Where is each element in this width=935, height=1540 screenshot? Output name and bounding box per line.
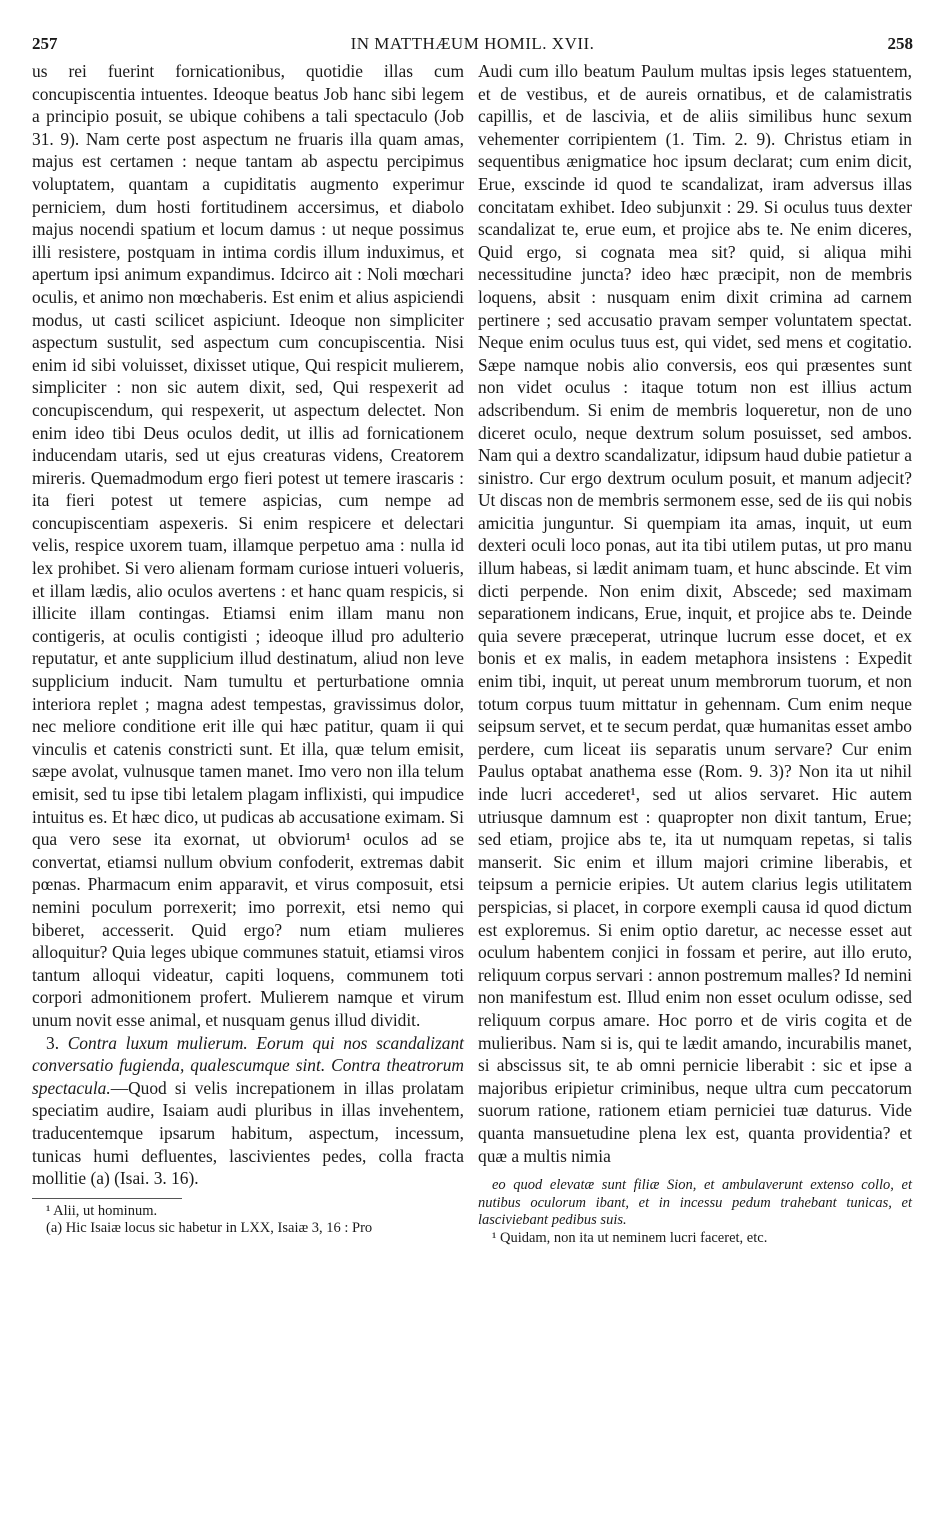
left-paragraph-2 — [32, 1032, 464, 1190]
section-text: —Quod si velis increpationem in illas prolatam speciatim audire, Isaiam audi pluribus in illas invehentem, traducentemque ipsarum habitum, aspectum, incessum, tunicas humi defluentes, lascivientes pedes, colla fracta mollitie (a) (Isai. 3. 16). — [32, 1077, 464, 1189]
footnote-a-continuation — [478, 1177, 912, 1230]
footnote-separator-left — [32, 1198, 182, 1199]
footnote-a-left: (a) Hic Isaiæ locus sic habetur in LXX, Isaiæ 3, 16 : Pro — [46, 1220, 373, 1237]
left-paragraph-1: us rei fuerint fornicationibus, quotidie illas cum concupiscentia intuentes. Ideoque beatus Job hanc sibi legem a principio posuit, se ubique cohibens a tali spectaculo (Job 31. 9). Nam certe post aspectum ne fruaris illa quam amas, majus est certamen : neque tantam ab aspectu percipimus voluptatem, quantam a cupiditatis augmento experimur perniciem, dum hosti fortitudinem accersimus, et diabolo majus nocendi spatium et locum damus : ut neque possimus illi resistere, postquam in intima cordis illum induximus, et apertum ipsi animum expandimus. Idcirco ait : Noli mœchari oculis, et animo non mœchaberis. Est enim et alius aspiciendi modus, ut casti scilicet aspiciunt. Ideoque non simpliciter aspectum sustulit, sed aspectum cum concupiscentia. Nisi enim id sibi voluisset, dixisset utique, Qui respicit mulierem, simpliciter : non sic autem dixit, sed, Qui respexerit ad concupiscendum, qui respexerit, ut aspectum delectet. Non enim ideo tibi Deus oculos dedit, ut illis ad fornicationem inducendam utaris, sed ut ejus creaturas videns, Creatorem mireris. Quemadmodum ergo fieri potest ut temere irascaris : ita fieri potest ut temere aspicias, cum nempe ad concupiscentiam aspexeris. Si enim respicere et delectari velis, respice uxorem tuam, illamque perpetuo ama : nulla id lex prohibet. Si vero alienam formam curiose intueri volueris, et illam lædis, alio oculos avertens : et hanc quam respicis, si illicite illam contingas. Etiamsi enim illam manu non contigeris, at oculis contigisti ; ideoque illud pro adulterio reputatur, et ante supplicium illud destinatum, aliud non leve supplicium inducit. Nam tumultu et perturbatione omnia interiora replet ; magna adest tempestas, gravissimus dolor, nec meliore conditione erit ille qui hæc patitur, quam ii qui vinculis et catenis constricti sunt. Et illa, quæ telum emisit, sæpe avolat, vulnusque tamen manet. Imo vero non illa telum emisit, sed tu ipse tibi letalem plagam inflixisti, qui impudice intuitus es. Et hæc dico, ut pudicas ab accusatione eximam. Si qua vero sese ita exornat, ut obviorum¹ oculos ad se convertat, etiamsi nullum obvium confoderit, extremas dabit pœnas. Pharmacum enim apparavit, et virus composuit, etsi nemini poculum porrexerit; imo porrexit, etsi nemo qui biberet, accesserit. Quid ergo? num etiam mulieres alloquitur? Quia leges ubique communes statuit, etiamsi viros tantum alloqui videatur, capiti loquens, communem toti corpori admonitionem profert. Mulierem namque et virum unum novit esse animal, et nusquam genus illud dividit. — [32, 61, 464, 1030]
page-header — [32, 34, 913, 56]
footnote-a-continuation-text: eo quod elevatæ sunt filiæ Sion, et ambulaverunt extenso collo, et nutibus oculorum ibant, et in incessu pedum trahebant tunicas, et lasciviebant pedibus suis. — [478, 1177, 912, 1229]
right-paragraph-1: Audi cum illo beatum Paulum multas ipsis leges statuentem, et de vestibus, et de aureis ornatibus, et de calamistratis capillis, et de lascivia, et de aliis similibus hunc sexum vehementer corripientem (1. Tim. 2. 9). Christus etiam in sequentibus ænigmatice hoc ipsum declarat; cum enim dicit, Erue, exscinde id quod te scandalizat, iram adversus illas concitatam exhibet. Ideo subjunxit : 29. Si oculus tuus dexter scandalizat te, erue eum, et projice abs te. Ne enim diceres, Quid ergo, si cognata mea sit? quid, si aliqua mihi necessitudine juncta? ideo hæc præcipit, non de membris loquens, absit : nusquam enim dixit crimina ad carnem pertinere ; sed accusatio pravam semper voluntatem spectat. Neque enim oculus tuus est, qui videt, sed mens et cogitatio. Sæpe namque nobis alio conversis, eos qui præsentes sunt non videt oculus : itaque totum non est illius actum adscribendum. Si enim de membris loqueretur, non de uno diceret oculo, neque dextrum solum posuisset, sed ambos. Nam qui a dextro scandalizatur, idipsum haud dubie patietur a sinistro. Cur ergo dextrum oculum posuit, et manum adjecit? Ut discas non de membris sermonem esse, sed de iis qui nobis amicitia junguntur. Si quempiam ita amas, inquit, ut eum dexteri oculi loco ponas, aut ita tibi utilem putas, ut pro manu illum habeas, si lædit animam tuam, et hunc abscinde. Et vim dicti perpende. Non enim dixit, Abscede; sed maximam separationem indicans, Erue, inquit, et projice abs te. Deinde quia severe præceperat, utrinque lucrum esse docet, et ex bonis et ex malis, in eadem metaphora insistens : Expedit enim tibi, inquit, ut pereat unum membrorum tuorum, et non totum corpus tuum mittatur in gehennam. Cum enim neque seipsum servet, et te secum perdat, quæ humanitas esset ambo perdere, cum liceat iis separatis unum servare? Cur enim Paulus optabat anathema esse (Rom. 9. 3)? Non ita ut nihil inde lucri accederet¹, sed ut alios servaret. Hic autem utriusque damnum est : quapropter non dixit tantum, Erue; sed etiam, projice abs te, ita ut numquam repetas, si talis manserit. Sic enim et illum majori crimine liberabis, et teipsum a pernicie eripies. Ut autem clarius legis utilitatem perspicias, si placet, in corpore exempli causa id quod dictum est exploremus. Si enim optio daretur, ac necesse esset aut oculum habentem conjici in fossam et perire, aut illo eruto, reliquum corpus servari : annon postremum malles? Id nemini non manifestum est. Illud enim non esset oculum odisse, sed reliquum corpus amare. Hoc porro et de viris cogita et de mulieribus. Nam si is, qui te lædit amando, incurabilis manet, si abscissus sit, te ab omni pernicie liberabit : sic et ipse a majoribus eripietur criminibus, neque ultra cum peccatorum suorum ratione, rationem etiam perniciei tuæ daturus. Vide quanta mansuetudine plena lex est, quanta providentia? et quæ a multis nimia — [478, 61, 912, 1166]
right-column — [478, 60, 912, 1247]
footnote-1-left: ¹ Alii, ut hominum. — [46, 1202, 158, 1219]
section-number: 3. — [46, 1032, 60, 1053]
page-number-left: 257 — [32, 34, 58, 53]
footnote-1-right: ¹ Quidam, non ita ut neminem lucri faceret, etc. — [492, 1229, 768, 1246]
page-number-right: 258 — [887, 34, 913, 53]
left-footnotes — [32, 1203, 464, 1238]
left-column — [32, 60, 464, 1238]
section-heading: Contra luxum mulierum. Eorum qui nos scandalizant conversatio fugienda, qualescumque sint. Contra theatrorum spectacula. — [32, 1032, 464, 1098]
running-title: IN MATTHÆUM HOMIL. XVII. — [350, 34, 595, 53]
right-footnotes — [478, 1177, 912, 1247]
